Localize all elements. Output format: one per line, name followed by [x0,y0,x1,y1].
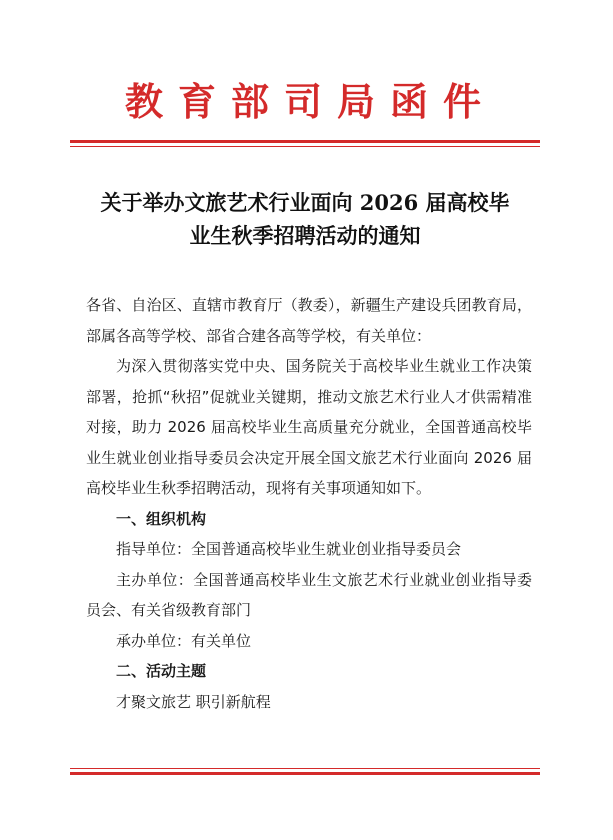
salutation: 各省、自治区、直辖市教育厅（教委），新疆生产建设兵团教育局，部属各高等学校、部省合建各高等学校，有关单位： [86,296,532,345]
footer-rule-thick [70,772,540,775]
host-unit: 主办单位：全国普通高校毕业生文旅艺术行业就业创业指导委员会、有关省级教育部门 [86,570,532,619]
masthead-title: 教育部司局函件 [124,79,496,124]
notice-title-line-1: 关于举办文旅艺术行业面向 2026 届高校毕 [100,190,510,215]
activity-theme: 才聚文旅艺 职引新航程 [116,692,271,711]
notice-title [70,186,540,252]
footer-rule-thin [70,768,540,769]
section-heading-theme: 二、活动主题 [116,662,207,680]
notice-body [86,290,532,717]
intro-paragraph: 为深入贯彻落实党中央、国务院关于高校毕业生就业工作决策部署，抢抓“秋招”促就业关键期，推动文旅艺术行业人才供需精准对接，助力 2026 届高校毕业生高质量充分就业，全国普通高校毕业生就业创业指导委员会决定开展全国文旅艺术行业面向 2026 届高校毕业生秋季招聘活动，现将有关事项通知如下。 [86,357,532,497]
guide-unit: 指导单位：全国普通高校毕业生就业创业指导委员会 [116,540,462,558]
section-heading-organization: 一、组织机构 [116,509,207,528]
organizer-unit: 承办单位：有关单位 [116,631,252,650]
masthead-rule-thin [70,146,540,147]
masthead-rule-thick [70,140,540,143]
notice-title-line-2: 业生秋季招聘活动的通知 [189,223,421,248]
